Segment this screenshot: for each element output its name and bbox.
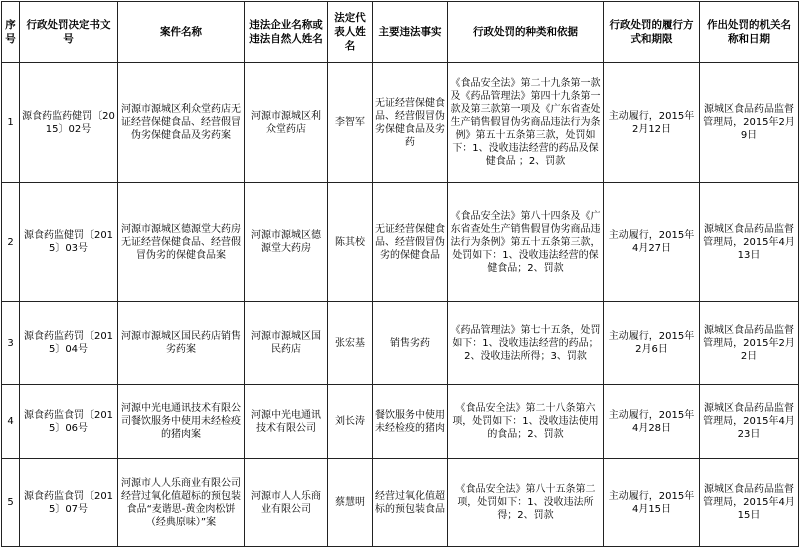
cell-legal-rep: 刘长涛 [328,385,373,459]
cell-decision-no: 源食药监食罚〔2015〕06号 [20,385,118,459]
cell-violation: 无证经营保健食品、经营假冒伪劣的保健食品 [373,183,448,302]
cell-penalty-basis: 《食品安全法》第八十五条第二项，处罚如下：1、没收违法所得；2、罚款 [448,459,604,547]
table-row [2,63,799,183]
cell-performance: 主动履行，2015年4月15日 [604,459,700,547]
table-header-row [2,2,799,63]
cell-case-name: 河源市源城区国民药店销售劣药案 [118,302,245,385]
cell-case-name: 河源市源城区利众堂药店无证经营保健食品、经营假冒伪劣保健食品及劣药案 [118,63,245,183]
cell-violator: 河源市源城区国民药店 [245,302,328,385]
header-legal-rep: 法定代表人姓名 [328,2,373,63]
cell-seq: 2 [2,183,20,302]
cell-violation: 经营过氧化值超标的预包装食品 [373,459,448,547]
header-performance: 行政处罚的履行方式和期限 [604,2,700,63]
cell-performance: 主动履行，2015年2月6日 [604,302,700,385]
cell-penalty-basis: 《食品安全法》第二十八条第六项，处罚如下：1、没收违法使用的食品；2、罚款 [448,385,604,459]
header-decision-no: 行政处罚决定书文号 [20,2,118,63]
table-row [2,385,799,459]
cell-decision-no: 源食药监药罚〔2015〕04号 [20,302,118,385]
cell-violation: 销售劣药 [373,302,448,385]
cell-seq: 3 [2,302,20,385]
cell-performance: 主动履行，2015年4月27日 [604,183,700,302]
header-case-name: 案件名称 [118,2,245,63]
table-row [2,302,799,385]
cell-authority: 源城区食品药品监督管理局，2015年4月23日 [700,385,799,459]
header-violator: 违法企业名称或违法自然人姓名 [245,2,328,63]
table-row [2,459,799,547]
cell-penalty-basis: 《食品安全法》第二十九条第一款及《药品管理法》第四十九条第一款及第三款第一项及《广东省查处生产销售假冒伪劣商品违法行为条例》第五十五条第三款，处罚如下：1、没收违法经营的药品及保健食品 ；2、罚款 [448,63,604,183]
cell-authority: 源城区食品药品监督管理局，2015年2月2日 [700,302,799,385]
table-row [2,183,799,302]
cell-violator: 河源市人人乐商业有限公司 [245,459,328,547]
cell-authority: 源城区食品药品监督管理局，2015年4月15日 [700,459,799,547]
cell-authority: 源城区食品药品监督管理局，2015年2月9日 [700,63,799,183]
cell-violator: 河源中光电通讯技术有限公司 [245,385,328,459]
cell-decision-no: 源食药监食罚〔2015〕07号 [20,459,118,547]
header-authority: 作出处罚的机关名称和日期 [700,2,799,63]
cell-case-name: 河源中光电通讯技术有限公司餐饮服务中使用未经检疫的猪肉案 [118,385,245,459]
cell-performance: 主动履行，2015年4月28日 [604,385,700,459]
cell-violation: 餐饮服务中使用未经检疫的猪肉 [373,385,448,459]
cell-seq: 1 [2,63,20,183]
cell-penalty-basis: 《食品安全法》第八十四条及《广东省查处生产销售假冒伪劣商品违法行为条例》第五十五条第三款，处罚如下：1、没收违法经营的保健食品；2、罚款 [448,183,604,302]
cell-legal-rep: 李智军 [328,63,373,183]
cell-decision-no: 源食药监药健罚〔2015〕02号 [20,63,118,183]
cell-penalty-basis: 《药品管理法》第七十五条，处罚如下：1、没收违法经营的药品；2、没收违法所得；3、罚款 [448,302,604,385]
cell-seq: 5 [2,459,20,547]
cell-violator: 河源市源城区利众堂药店 [245,63,328,183]
cell-performance: 主动履行，2015年2月12日 [604,63,700,183]
cell-legal-rep: 张宏基 [328,302,373,385]
header-penalty-basis: 行政处罚的种类和依据 [448,2,604,63]
cell-violation: 无证经营保健食品、经营假冒伪劣保健食品及劣药 [373,63,448,183]
cell-authority: 源城区食品药品监督管理局，2015年4月13日 [700,183,799,302]
cell-case-name: 河源市源城区德源堂大药房无证经营保健食品、经营假冒伪劣的保健食品案 [118,183,245,302]
cell-decision-no: 源食药监健罚〔2015〕03号 [20,183,118,302]
cell-legal-rep: 蔡慧明 [328,459,373,547]
cell-seq: 4 [2,385,20,459]
cell-violator: 河源市源城区德源堂大药房 [245,183,328,302]
cell-legal-rep: 陈其校 [328,183,373,302]
header-violation: 主要违法事实 [373,2,448,63]
cell-case-name: 河源市人人乐商业有限公司经营过氧化值超标的预包装食品“麦谐思-黄金肉松饼（经典原味）”案 [118,459,245,547]
penalty-disclosure-table [1,1,799,547]
header-seq: 序号 [2,2,20,63]
